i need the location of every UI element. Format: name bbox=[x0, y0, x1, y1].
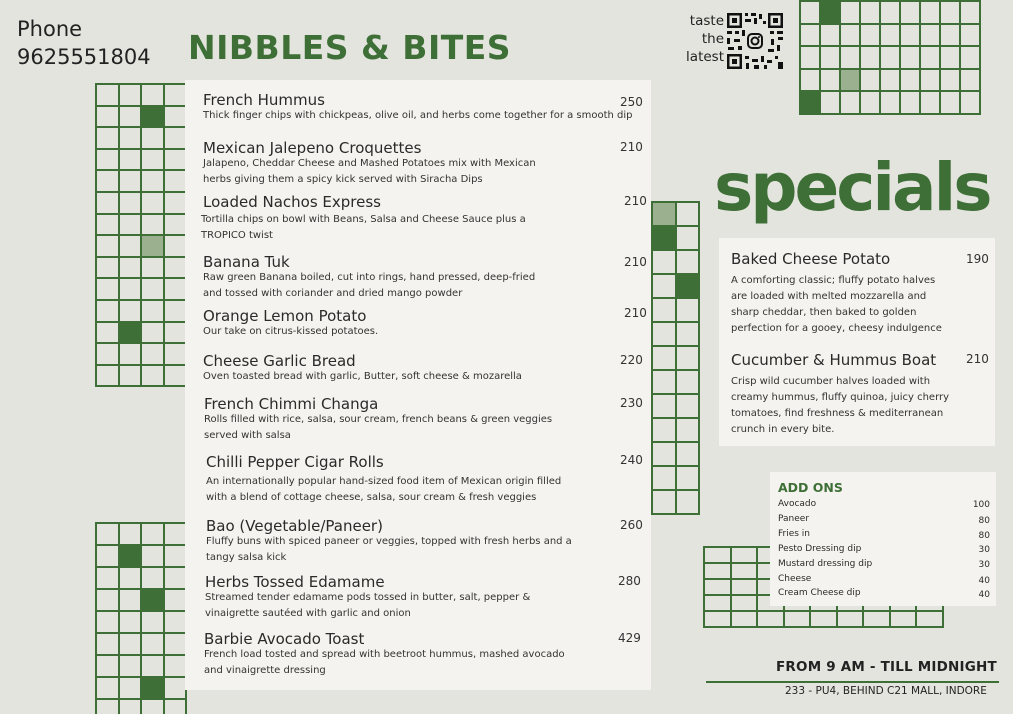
decorative-grid-center bbox=[651, 201, 700, 515]
qr-caption-line: taste bbox=[689, 13, 724, 29]
grid-cell bbox=[677, 467, 701, 491]
grid-cell bbox=[732, 548, 759, 564]
grid-cell bbox=[120, 634, 143, 656]
grid-cell bbox=[961, 25, 981, 48]
grid-cell bbox=[142, 150, 165, 172]
grid-cell bbox=[705, 564, 732, 580]
menu-item-name: Barbie Avocado Toast bbox=[204, 630, 365, 648]
addon-name: Avocado bbox=[778, 499, 817, 509]
addons-heading: ADD ONS bbox=[778, 480, 843, 495]
grid-cell bbox=[97, 150, 120, 172]
addon-price: 80 bbox=[978, 516, 990, 526]
grid-cell bbox=[97, 171, 120, 193]
grid-cell bbox=[891, 612, 918, 628]
menu-item-price: 210 bbox=[624, 306, 647, 320]
grid-cell bbox=[142, 700, 165, 714]
grid-cell bbox=[165, 301, 188, 323]
grid-cell bbox=[811, 612, 838, 628]
menu-item-price: 250 bbox=[620, 95, 643, 109]
menu-item bbox=[206, 517, 646, 565]
footer-divider bbox=[706, 681, 999, 683]
menu-item bbox=[203, 139, 643, 187]
menu-item-price: 210 bbox=[624, 255, 647, 269]
grid-cell bbox=[961, 92, 981, 115]
addon-item bbox=[778, 499, 990, 509]
grid-cell bbox=[801, 92, 821, 115]
grid-cell bbox=[97, 524, 120, 546]
menu-item-name: Herbs Tossed Edamame bbox=[205, 573, 385, 591]
grid-cell bbox=[901, 70, 921, 93]
addon-price: 80 bbox=[978, 531, 990, 541]
grid-cell bbox=[841, 2, 861, 25]
addon-name: Paneer bbox=[778, 514, 810, 524]
qr-code-icon[interactable] bbox=[726, 12, 784, 70]
grid-cell bbox=[142, 171, 165, 193]
grid-cell bbox=[653, 203, 677, 227]
grid-cell bbox=[120, 279, 143, 301]
grid-cell bbox=[921, 25, 941, 48]
grid-cell bbox=[653, 371, 677, 395]
addon-price: 40 bbox=[978, 576, 990, 586]
grid-cell bbox=[881, 25, 901, 48]
grid-cell bbox=[165, 171, 188, 193]
grid-cell bbox=[841, 92, 861, 115]
grid-cell bbox=[917, 612, 944, 628]
grid-cell bbox=[677, 419, 701, 443]
menu-item-name: Cheese Garlic Bread bbox=[203, 352, 356, 370]
grid-cell bbox=[97, 85, 120, 107]
grid-cell bbox=[120, 656, 143, 678]
grid-cell bbox=[961, 2, 981, 25]
grid-cell bbox=[165, 128, 188, 150]
grid-cell bbox=[120, 524, 143, 546]
menu-item-name: French Hummus bbox=[203, 91, 325, 109]
grid-cell bbox=[97, 128, 120, 150]
addon-item bbox=[778, 544, 990, 554]
menu-item-name: Bao (Vegetable/Paneer) bbox=[206, 517, 383, 535]
grid-cell bbox=[165, 323, 188, 345]
grid-cell bbox=[801, 2, 821, 25]
grid-cell bbox=[97, 215, 120, 237]
menu-item-desc: Oven toasted bread with garlic, Butter, soft cheese & mozarella bbox=[203, 371, 522, 382]
menu-item-name: Mexican Jalepeno Croquettes bbox=[203, 139, 422, 157]
menu-item-desc: Raw green Banana boiled, cut into rings, hand pressed, deep-fried and tossed with coriander and dried mango powder bbox=[203, 272, 536, 299]
grid-cell bbox=[677, 251, 701, 275]
phone-block bbox=[17, 15, 151, 71]
grid-cell bbox=[142, 678, 165, 700]
grid-cell bbox=[142, 366, 165, 388]
grid-cell bbox=[901, 92, 921, 115]
menu-item-desc: Jalapeno, Cheddar Cheese and Mashed Potatoes mix with Mexican herbs giving them a spicy kick served with Siracha Dips bbox=[203, 158, 536, 185]
grid-cell bbox=[97, 568, 120, 590]
menu-item-desc: French load tosted and spread with beetroot hummus, mashed avocado and vinaigrette dressing bbox=[204, 649, 565, 676]
grid-cell bbox=[165, 700, 188, 714]
grid-cell bbox=[142, 193, 165, 215]
menu-item bbox=[203, 91, 643, 124]
grid-cell bbox=[941, 92, 961, 115]
grid-cell bbox=[653, 443, 677, 467]
grid-cell bbox=[881, 92, 901, 115]
grid-cell bbox=[120, 301, 143, 323]
grid-cell bbox=[732, 580, 759, 596]
grid-cell bbox=[165, 678, 188, 700]
grid-cell bbox=[120, 546, 143, 568]
decorative-grid-left-bottom bbox=[95, 522, 187, 714]
grid-cell bbox=[142, 568, 165, 590]
special-item-price: 210 bbox=[966, 352, 989, 366]
grid-cell bbox=[97, 107, 120, 129]
grid-cell bbox=[165, 85, 188, 107]
grid-cell bbox=[677, 275, 701, 299]
specials-heading: specials bbox=[714, 149, 990, 226]
grid-cell bbox=[142, 258, 165, 280]
menu-item-price: 230 bbox=[620, 396, 643, 410]
grid-cell bbox=[821, 70, 841, 93]
grid-cell bbox=[677, 371, 701, 395]
menu-item-price: 210 bbox=[620, 140, 643, 154]
addon-item bbox=[778, 529, 990, 539]
grid-cell bbox=[120, 150, 143, 172]
grid-cell bbox=[653, 323, 677, 347]
grid-cell bbox=[821, 25, 841, 48]
grid-cell bbox=[677, 395, 701, 419]
addon-name: Cream Cheese dip bbox=[778, 588, 861, 598]
special-item-desc: A comforting classic; fluffy potato halves are loaded with melted mozzarella and sharp cheddar, then baked to golden perfection for a gooey, cheesy indulgence bbox=[731, 275, 942, 334]
grid-cell bbox=[97, 612, 120, 634]
menu-item-desc: Streamed tender edamame pods tossed in butter, salt, pepper & vinaigrette sautéed with garlic and onion bbox=[205, 592, 531, 619]
addons-panel bbox=[770, 472, 996, 606]
menu-item-price: 429 bbox=[618, 631, 641, 645]
menu-item-desc: An internationally popular hand-sized food item of Mexican origin filled with a blend of cottage cheese, salsa, sour cream & fresh veggies bbox=[206, 476, 562, 503]
special-item-price: 190 bbox=[966, 252, 989, 266]
menu-item bbox=[205, 573, 645, 621]
grid-cell bbox=[961, 70, 981, 93]
grid-cell bbox=[120, 344, 143, 366]
grid-cell bbox=[705, 612, 732, 628]
addon-item bbox=[778, 574, 990, 584]
grid-cell bbox=[921, 2, 941, 25]
grid-cell bbox=[861, 70, 881, 93]
grid-cell bbox=[120, 85, 143, 107]
addon-item bbox=[778, 559, 990, 569]
grid-cell bbox=[165, 258, 188, 280]
grid-cell bbox=[921, 92, 941, 115]
grid-cell bbox=[97, 634, 120, 656]
grid-cell bbox=[961, 47, 981, 70]
menu-item bbox=[203, 352, 643, 385]
grid-cell bbox=[165, 236, 188, 258]
grid-cell bbox=[165, 193, 188, 215]
grid-cell bbox=[653, 227, 677, 251]
grid-cell bbox=[861, 2, 881, 25]
grid-cell bbox=[120, 107, 143, 129]
grid-cell bbox=[801, 25, 821, 48]
grid-cell bbox=[165, 634, 188, 656]
grid-cell bbox=[120, 128, 143, 150]
special-item-name: Cucumber & Hummus Boat bbox=[731, 351, 937, 369]
grid-cell bbox=[142, 236, 165, 258]
grid-cell bbox=[142, 344, 165, 366]
grid-cell bbox=[841, 70, 861, 93]
grid-cell bbox=[120, 215, 143, 237]
grid-cell bbox=[142, 524, 165, 546]
grid-cell bbox=[165, 656, 188, 678]
grid-cell bbox=[142, 279, 165, 301]
grid-cell bbox=[705, 548, 732, 564]
phone-label: Phone bbox=[17, 17, 83, 41]
grid-cell bbox=[120, 612, 143, 634]
qr-caption bbox=[680, 12, 724, 66]
grid-cell bbox=[97, 344, 120, 366]
grid-cell bbox=[120, 323, 143, 345]
grid-cell bbox=[677, 227, 701, 251]
grid-cell bbox=[97, 656, 120, 678]
menu-item-name: French Chimmi Changa bbox=[204, 395, 379, 413]
menu-item-name: Banana Tuk bbox=[203, 253, 290, 271]
addon-price: 30 bbox=[978, 545, 990, 555]
menu-item-desc: Rolls filled with rice, salsa, sour cream, french beans & green veggies served with salsa bbox=[204, 414, 553, 441]
grid-cell bbox=[732, 612, 759, 628]
grid-cell bbox=[97, 279, 120, 301]
grid-cell bbox=[901, 2, 921, 25]
grid-cell bbox=[861, 92, 881, 115]
grid-cell bbox=[142, 215, 165, 237]
grid-cell bbox=[785, 612, 812, 628]
special-item-name: Baked Cheese Potato bbox=[731, 250, 891, 268]
grid-cell bbox=[165, 524, 188, 546]
addon-name: Pesto Dressing dip bbox=[778, 544, 862, 554]
menu-item-price: 220 bbox=[620, 353, 643, 367]
grid-cell bbox=[120, 590, 143, 612]
grid-cell bbox=[142, 107, 165, 129]
grid-cell bbox=[941, 2, 961, 25]
menu-item-name: Chilli Pepper Cigar Rolls bbox=[206, 453, 384, 471]
decorative-grid-top-right bbox=[799, 0, 981, 115]
grid-cell bbox=[165, 279, 188, 301]
grid-cell bbox=[677, 203, 701, 227]
special-item-desc: Crisp wild cucumber halves loaded with creamy hummus, fluffy quinoa, juicy cherry tomatoes, find freshness & mediterranean crunch in every bite. bbox=[731, 376, 950, 435]
addon-price: 40 bbox=[978, 590, 990, 600]
grid-cell bbox=[120, 678, 143, 700]
grid-cell bbox=[801, 47, 821, 70]
addon-item bbox=[778, 514, 990, 524]
grid-cell bbox=[705, 596, 732, 612]
menu-item-name: Loaded Nachos Express bbox=[203, 193, 382, 211]
grid-cell bbox=[120, 258, 143, 280]
opening-hours: FROM 9 AM - TILL MIDNIGHT bbox=[776, 659, 997, 675]
grid-cell bbox=[142, 634, 165, 656]
grid-cell bbox=[97, 301, 120, 323]
grid-cell bbox=[142, 612, 165, 634]
grid-cell bbox=[677, 299, 701, 323]
grid-cell bbox=[142, 128, 165, 150]
grid-cell bbox=[653, 299, 677, 323]
grid-cell bbox=[653, 419, 677, 443]
menu-title: NIBBLES & BITES bbox=[188, 28, 512, 67]
grid-cell bbox=[142, 323, 165, 345]
grid-cell bbox=[841, 47, 861, 70]
grid-cell bbox=[653, 395, 677, 419]
qr-caption-line: the bbox=[701, 31, 724, 47]
grid-cell bbox=[677, 491, 701, 515]
menu-item bbox=[203, 193, 643, 243]
grid-cell bbox=[120, 236, 143, 258]
grid-cell bbox=[901, 25, 921, 48]
grid-cell bbox=[142, 590, 165, 612]
menu-item-desc: Our take on citrus-kissed potatoes. bbox=[203, 326, 379, 337]
grid-cell bbox=[758, 612, 785, 628]
grid-cell bbox=[901, 47, 921, 70]
grid-cell bbox=[881, 47, 901, 70]
grid-cell bbox=[732, 596, 759, 612]
grid-cell bbox=[120, 193, 143, 215]
grid-cell bbox=[97, 236, 120, 258]
grid-cell bbox=[677, 443, 701, 467]
grid-cell bbox=[142, 656, 165, 678]
grid-cell bbox=[864, 612, 891, 628]
qr-caption-line: latest bbox=[686, 49, 724, 65]
grid-cell bbox=[821, 92, 841, 115]
grid-cell bbox=[165, 568, 188, 590]
grid-cell bbox=[821, 2, 841, 25]
specials-panel bbox=[719, 238, 995, 446]
grid-cell bbox=[801, 70, 821, 93]
menu-item bbox=[203, 307, 643, 340]
grid-cell bbox=[97, 193, 120, 215]
addon-name: Mustard dressing dip bbox=[778, 559, 873, 569]
grid-cell bbox=[165, 366, 188, 388]
grid-cell bbox=[861, 47, 881, 70]
grid-cell bbox=[653, 467, 677, 491]
menu-item-price: 260 bbox=[620, 518, 643, 532]
grid-cell bbox=[120, 700, 143, 714]
grid-cell bbox=[921, 47, 941, 70]
special-item bbox=[731, 250, 953, 337]
addon-name: Fries in bbox=[778, 529, 811, 539]
grid-cell bbox=[97, 590, 120, 612]
menu-item-price: 280 bbox=[618, 574, 641, 588]
grid-cell bbox=[165, 344, 188, 366]
grid-cell bbox=[881, 70, 901, 93]
grid-cell bbox=[165, 150, 188, 172]
grid-cell bbox=[120, 171, 143, 193]
special-item bbox=[731, 351, 953, 438]
grid-cell bbox=[97, 546, 120, 568]
grid-cell bbox=[120, 366, 143, 388]
grid-cell bbox=[97, 678, 120, 700]
grid-cell bbox=[165, 215, 188, 237]
grid-cell bbox=[165, 612, 188, 634]
grid-cell bbox=[165, 590, 188, 612]
addon-price: 100 bbox=[972, 500, 990, 510]
menu-item-desc: Fluffy buns with spiced paneer or veggies, topped with fresh herbs and a tangy salsa kick bbox=[206, 536, 572, 563]
grid-cell bbox=[97, 323, 120, 345]
phone-number: 9625551804 bbox=[17, 45, 151, 69]
grid-cell bbox=[142, 301, 165, 323]
addon-item bbox=[778, 588, 990, 598]
menu-item-name: Orange Lemon Potato bbox=[203, 307, 367, 325]
grid-cell bbox=[941, 25, 961, 48]
address: 233 - PU4, BEHIND C21 MALL, INDORE bbox=[785, 685, 987, 697]
grid-cell bbox=[142, 546, 165, 568]
grid-cell bbox=[97, 258, 120, 280]
grid-cell bbox=[841, 25, 861, 48]
grid-cell bbox=[653, 275, 677, 299]
menu-item-desc: Tortilla chips on bowl with Beans, Salsa and Cheese Sauce plus a TROPICO twist bbox=[201, 214, 526, 241]
decorative-grid-left-top bbox=[95, 83, 187, 387]
grid-cell bbox=[732, 564, 759, 580]
grid-cell bbox=[821, 47, 841, 70]
grid-cell bbox=[941, 70, 961, 93]
grid-cell bbox=[120, 568, 143, 590]
grid-cell bbox=[861, 25, 881, 48]
grid-cell bbox=[142, 85, 165, 107]
grid-cell bbox=[881, 2, 901, 25]
grid-cell bbox=[677, 323, 701, 347]
grid-cell bbox=[941, 47, 961, 70]
menu-item bbox=[206, 453, 646, 505]
addon-name: Cheese bbox=[778, 574, 812, 584]
addon-price: 30 bbox=[978, 560, 990, 570]
grid-cell bbox=[97, 366, 120, 388]
grid-cell bbox=[653, 251, 677, 275]
grid-cell bbox=[677, 347, 701, 371]
menu-item bbox=[204, 395, 644, 443]
grid-cell bbox=[97, 700, 120, 714]
menu-item-price: 210 bbox=[624, 194, 647, 208]
grid-cell bbox=[653, 347, 677, 371]
grid-cell bbox=[653, 491, 677, 515]
menu-item bbox=[204, 630, 644, 678]
grid-cell bbox=[921, 70, 941, 93]
grid-cell bbox=[165, 546, 188, 568]
menu-item-desc: Thick finger chips with chickpeas, olive oil, and herbs come together for a smooth dip bbox=[203, 110, 633, 121]
menu-item bbox=[203, 253, 643, 301]
menu-item-price: 240 bbox=[620, 453, 643, 467]
grid-cell bbox=[165, 107, 188, 129]
grid-cell bbox=[705, 580, 732, 596]
grid-cell bbox=[838, 612, 865, 628]
